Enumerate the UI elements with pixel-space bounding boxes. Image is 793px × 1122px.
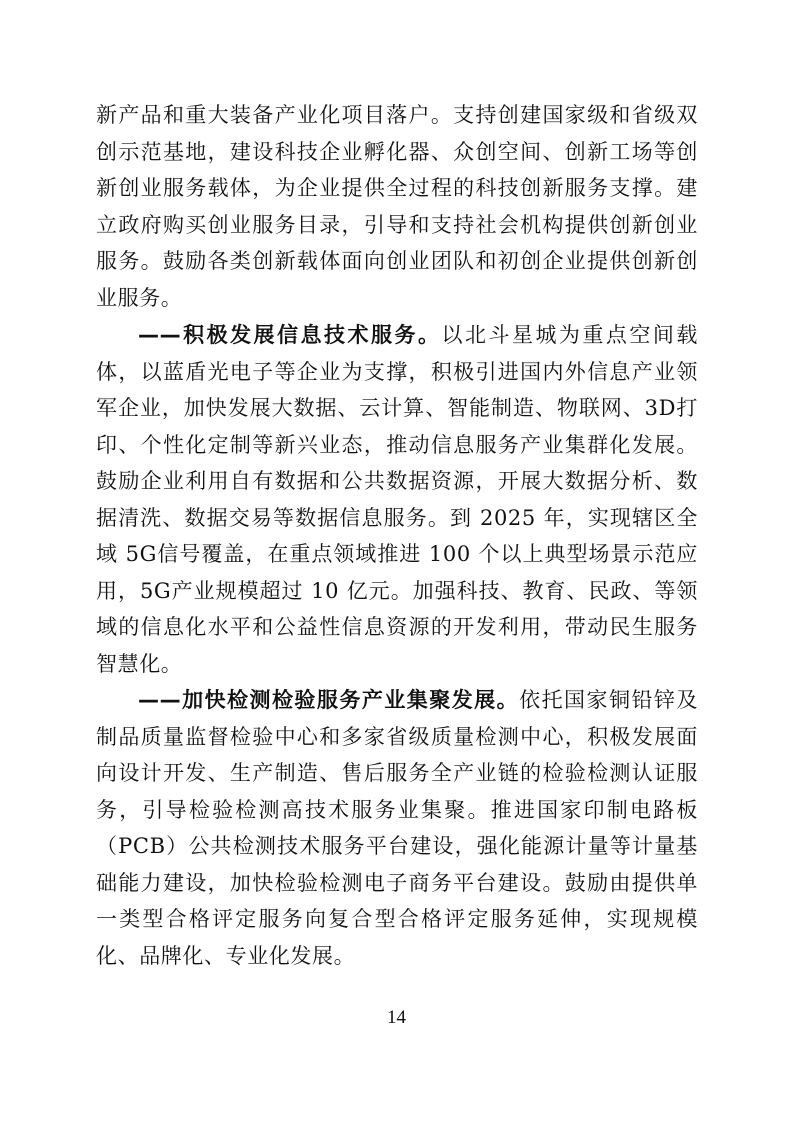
paragraph-heading: ——加快检测检验服务产业集聚发展。 [138, 688, 520, 712]
paragraph-text: 新产品和重大装备产业化项目落户。支持创建国家级和省级双创示范基地，建设科技企业孵化器、众创空间、创新工场等创新创业服务载体，为企业提供全过程的科技创新服务支撑。建立政府购买创业服务目录，引导和支持社会机构提供创新创业服务。鼓励各类创新载体面向创业团队和初创企业提供创新创业服务。 [96, 103, 698, 310]
paragraph-heading: ——积极发展信息技术服务。 [138, 323, 442, 347]
page-number: 14 [387, 1007, 406, 1028]
paragraph-testing-inspection-services [96, 682, 698, 974]
paragraph-text: 依托国家铜铅锌及制品质量监督检验中心和多家省级质量检测中心，积极发展面向设计开发、生产制造、售后服务全产业链的检验检测认证服务，引导检验检测高技术服务业集聚。推进国家印制电路板（PCB）公共检测技术服务平台建设，强化能源计量等计量基础能力建设，加快检验检测电子商务平台建设。鼓励由提供单一类型合格评定服务向复合型合格评定服务延伸，实现规模化、品牌化、专业化发展。 [96, 688, 698, 968]
paragraph-text: 以北斗星城为重点空间载体，以蓝盾光电子等企业为支撑，积极引进国内外信息产业领军企业，加快发展大数据、云计算、智能制造、物联网、3D打印、个性化定制等新兴业态，推动信息服务产业集群化发展。鼓励企业利用自有数据和公共数据资源，开展大数据分析、数据清洗、数据交易等数据信息服务。到 2025 年，实现辖区全域 5G信号覆盖，在重点领域推进 100 个以上典型场景示范应用，5G产业规模超过 10 亿元。加强科技、教育、民政、等领域的信息化水平和公益性信息资源的开发利用，带动民生服务智慧化。 [96, 323, 698, 676]
paragraph-information-technology-services [96, 317, 698, 682]
paragraph-innovation-services [96, 97, 698, 316]
